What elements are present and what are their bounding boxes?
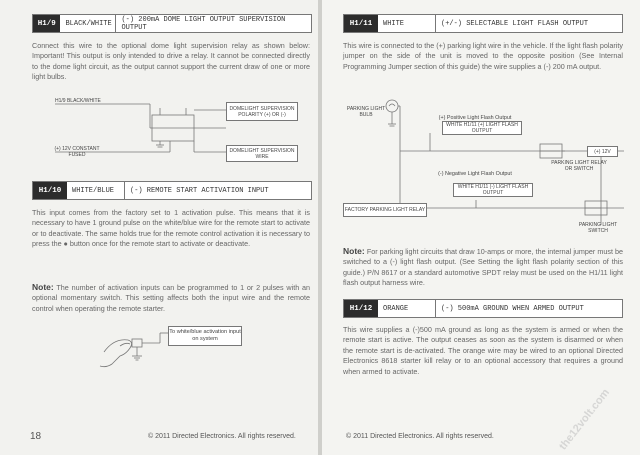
wire-description: (-) 500mA GROUND WHEN ARMED OUTPUT xyxy=(441,304,584,313)
wire-color: ORANGE xyxy=(378,300,436,317)
positive-output-label: (+) Positive Light Flash Output xyxy=(438,115,512,121)
note-text: The number of activation inputs can be programmed to 1 or 2 pulses with an optional momentary switch. This setting affects both the input wire and the remote control when operating the remote starter. xyxy=(32,283,311,313)
h1-9-paragraph: Connect this wire to the optional dome light supervision relay as shown below: Important! This output is only intended to drive a relay. It cannot be connected directly to the dome light circuit, as the output cannot support the current draw of one or more light bulbs. xyxy=(32,41,310,82)
watermark: the12volt.com xyxy=(557,386,612,453)
12v-box: (+) 12V xyxy=(587,146,618,157)
wire-id: H1/12 xyxy=(344,300,378,317)
wire-color: WHITE xyxy=(378,15,436,32)
wire-description: (-) 200mA DOME LIGHT OUTPUT SUPERVISION OUTPUT xyxy=(121,15,286,32)
h1-11-paragraph: This wire is connected to the (+) parking light wire in the vehicle. If the light flash polarity jumper on the side of the unit is moved to the opposite position (See Internal Programming Jumper section of this guide) the wire supplies a (-) 200 mA output. xyxy=(343,41,623,71)
page-number: 18 xyxy=(30,431,42,442)
h1-10-paragraph: This input comes from the factory set to 1 activation pulse. This means that it is necessary to have 1 ground pulse on the white/blue wire for the remote start to activate or to deactivate. The same holds true for the remote control activation it is necessary to press the ● button once for the remote start to activate or deactivate. xyxy=(32,208,310,249)
section-header-h1-12 xyxy=(343,299,623,318)
wire-description: (-) REMOTE START ACTIVATION INPUT xyxy=(130,186,269,195)
wire-id: H1/9 xyxy=(33,15,60,32)
note-label: Note: xyxy=(32,282,54,292)
negative-output-label: (-) Negative Light Flash Output xyxy=(438,171,512,177)
right-footer: © 2011 Directed Electronics. All rights reserved. xyxy=(346,433,494,440)
wire-description: (+/-) SELECTABLE LIGHT FLASH OUTPUT xyxy=(441,19,589,28)
wire-color: BLACK/WHITE xyxy=(60,15,116,32)
parking-switch-label: PARKING LIGHT SWITCH xyxy=(578,222,618,234)
wire-id: H1/11 xyxy=(344,15,378,32)
bulb-symbol xyxy=(386,100,398,112)
parking-bulb-label: PARKING LIGHT BULB xyxy=(346,106,386,118)
negative-output-box: WHITE H1/11 (-) LIGHT FLASH OUTPUT xyxy=(453,183,533,197)
positive-output-box: WHITE H1/11 (+) LIGHT FLASH OUTPUT xyxy=(442,121,522,135)
left-footer: © 2011 Directed Electronics. All rights reserved. xyxy=(148,433,296,440)
wire-label-h1-9: H1/9 BLACK/WHITE xyxy=(55,98,101,104)
note-text: For parking light circuits that draw 10-amps or more, the internal jumper must be switched to a (-) light flash output. (See Setting the light flash polarity section of this guide.) P/N 8617 or a standard automotive SPDT relay must be used on the H1/11 light flash output harness wire. xyxy=(343,247,624,288)
polarity-box: DOMELIGHT SUPERVISION POLARITY (+) OR (-) xyxy=(226,102,298,121)
wire-id: H1/10 xyxy=(33,182,67,199)
h1-12-paragraph: This wire supplies a (-)500 mA ground as long as the system is armed or when the remote start is active. The output ceases as soon as the system is disarmed or when the remote start is de-activated. The orange wire may be wired to an optional Directed Electronics 8618 starter kill relay or to an optional accessory that requires a ground when armed to activate. xyxy=(343,325,623,376)
activation-input-callout: To white/blue activation input on system xyxy=(168,326,242,346)
fused-label: (+) 12V CONSTANT FUSED xyxy=(54,146,100,158)
wire-color: WHITE/BLUE xyxy=(67,182,125,199)
factory-relay-box: FACTORY PARKING LIGHT RELAY xyxy=(343,203,427,217)
note-paragraph xyxy=(343,246,623,289)
note-label: Note: xyxy=(343,246,365,256)
supervision-wire-box: DOMELIGHT SUPERVISION WIRE xyxy=(226,145,298,162)
relay-or-switch-label: PARKING LIGHT RELAY OR SWITCH xyxy=(551,160,607,172)
